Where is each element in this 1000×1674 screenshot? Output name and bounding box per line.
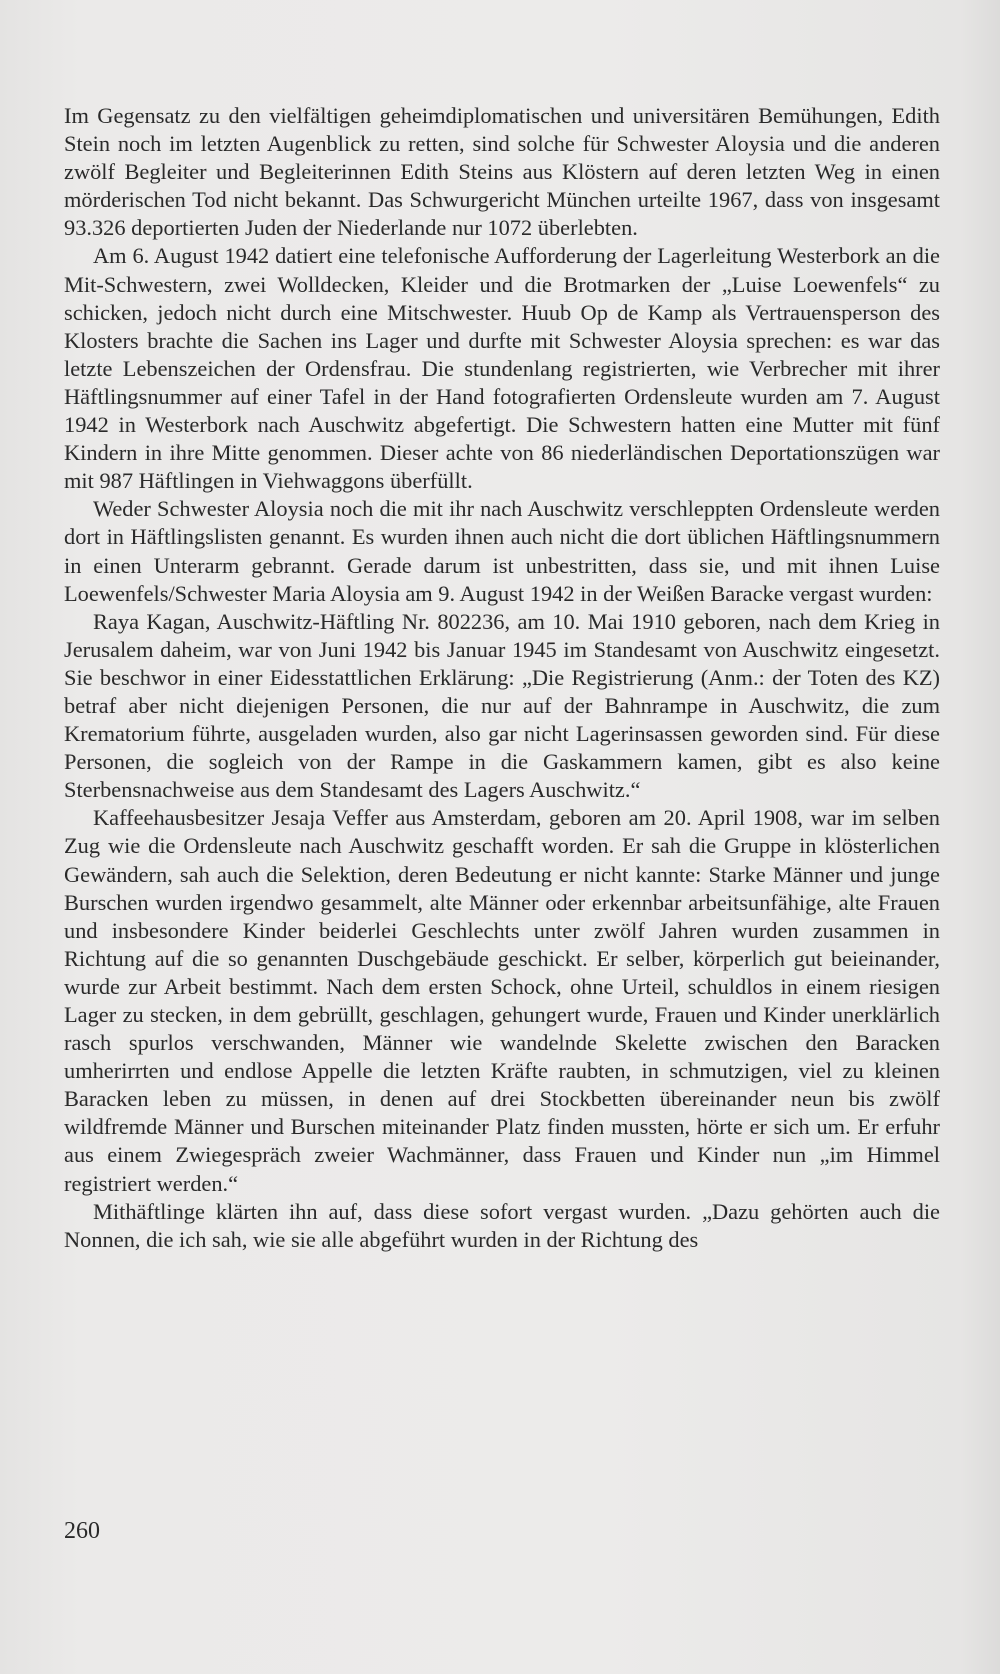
paragraph: Kaffeehausbesitzer Jesaja Veffer aus Amsterdam, geboren am 20. April 1908, war im selben Zug wie die Ordensleute nach Auschwitz geschafft worden. Er sah die Gruppe in klösterlichen Gewändern, sah auch die Selektion, deren Bedeutung er nicht kannte: Starke Männer und junge Burschen wurden irgendwo gesammelt, alte Männer oder erkennbar arbeitsunfähige, alte Frauen und insbesondere Kinder beiderlei Geschlechts unter zwölf Jahren wurden zusammen in Richtung auf die so genannten Duschgebäude geschickt. Er selber, körperlich gut beieinander, wurde zur Arbeit bestimmt. Nach dem ersten Schock, ohne Urteil, schuldlos in einem riesigen Lager zu stecken, in dem gebrüllt, geschlagen, gehungert wurde, Frauen und Kinder unerklärlich rasch spurlos verschwanden, Männer wie wandelnde Skelette zwischen den Baracken umherirrten und endlose Appelle die letzten Kräfte raubten, in schmutzigen, viel zu kleinen Baracken leben zu müssen, in denen auf drei Stockbetten übereinander neun bis zwölf wildfremde Männer und Burschen miteinander Platz finden mussten, hörte er sich um. Er erfuhr aus einem Zwiegespräch zweier Wachmänner, dass Frauen und Kinder nun „im Himmel registriert werden.“ (64, 805, 940, 1196)
body-text (64, 102, 940, 1254)
paragraph: Im Gegensatz zu den vielfältigen geheimdiplomatischen und universitären Bemühungen, Edith Stein noch im letzten Augenblick zu retten, sind solche für Schwester Aloysia und die anderen zwölf Begleiter und Begleiterinnen Edith Steins aus Klöstern auf deren letzten Weg in einen mörderischen Tod nicht bekannt. Das Schwurgericht München urteilte 1967, dass von insgesamt 93.326 deportierten Juden der Niederlande nur 1072 überlebten. (64, 103, 940, 241)
paragraph: Mithäftlinge klärten ihn auf, dass diese sofort vergast wurden. „Dazu gehörten auch die Nonnen, die ich sah, wie sie alle abgeführt wurden in der Richtung des (64, 1198, 940, 1252)
paragraph: Am 6. August 1942 datiert eine telefonische Aufforderung der Lagerleitung Westerbork an die Mit-Schwestern, zwei Wolldecken, Kleider und die Brotmarken der „Luise Loewenfels“ zu schicken, jedoch nicht durch eine Mitschwester. Huub Op de Kamp als Vertrauensperson des Klosters brachte die Sachen ins Lager und durfte mit Schwester Aloysia sprechen: es war das letzte Lebenszeichen der Ordensfrau. Die stundenlang registrierten, wie Verbrecher mit ihrer Häftlingsnummer auf einer Tafel in der Hand fotografierten Ordensleute wurden am 7. August 1942 in Westerbork nach Auschwitz abgefertigt. Die Schwestern hatten eine Mutter mit fünf Kindern in ihre Mitte genommen. Dieser achte von 86 niederländischen Deportationszügen war mit 987 Häftlingen in Viehwaggons überfüllt. (64, 243, 940, 494)
page-number: 260 (64, 1518, 100, 1544)
paragraph: Raya Kagan, Auschwitz-Häftling Nr. 802236, am 10. Mai 1910 geboren, nach dem Krieg in Jerusalem daheim, war von Juni 1942 bis Januar 1945 im Standesamt von Auschwitz eingesetzt. Sie beschwor in einer Eidesstattlichen Erklärung: „Die Registrierung (Anm.: der Toten des KZ) betraf aber nicht diejenigen Personen, die nur auf der Bahnrampe in Auschwitz, die zum Krematorium führte, ausgeladen wurden, also gar nicht Lagerinsassen geworden sind. Für diese Personen, die sogleich von der Rampe in die Gaskammern kamen, gibt es also keine Sterbensnachweise aus dem Standesamt des Lagers Auschwitz.“ (64, 608, 940, 803)
paragraph: Weder Schwester Aloysia noch die mit ihr nach Auschwitz verschleppten Ordensleute werden dort in Häftlingslisten genannt. Es wurden ihnen auch nicht die dort üblichen Häftlingsnummern in einen Unterarm gebrannt. Gerade darum ist unbestritten, dass sie, und mit ihnen Luise Loewenfels/Schwester Maria Aloysia am 9. August 1942 in der Weißen Baracke vergast wurden: (64, 496, 940, 606)
